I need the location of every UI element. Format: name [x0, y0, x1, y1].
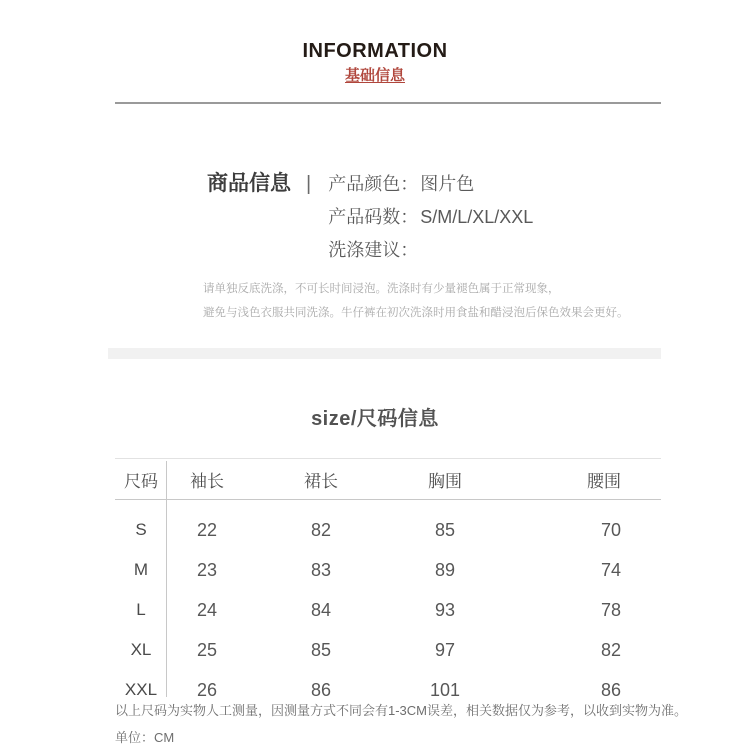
table-row-l [115, 590, 661, 630]
wash-advice-label: 洗涤建议： [328, 240, 419, 260]
product-color-label: 产品颜色： [328, 174, 419, 194]
product-attribute-list [328, 172, 533, 260]
size-table-body [115, 500, 661, 710]
washing-instructions [203, 277, 643, 325]
skirt-value: 85 [310, 639, 332, 660]
column-header-size: 尺码 [124, 471, 158, 491]
column-header-bust: 胸围 [428, 471, 462, 491]
skirt-value: 84 [310, 599, 332, 620]
section-separator-band [108, 348, 661, 359]
washing-instructions-line1: 请单独反底洗涤，不可长时间浸泡。洗涤时有少量褪色属于正常现象， [203, 283, 560, 295]
table-row-m [115, 550, 661, 590]
product-color-value: 图片色 [420, 174, 475, 194]
sleeve-value: 23 [196, 559, 218, 580]
header-divider-line [115, 102, 661, 104]
waist-value: 78 [600, 599, 621, 620]
sleeve-value: 25 [196, 639, 218, 660]
waist-value: 82 [600, 639, 621, 660]
bust-value: 101 [429, 679, 461, 700]
product-info-heading: 商品信息 [207, 172, 291, 195]
wash-advice-row [328, 240, 533, 260]
bust-value: 97 [434, 639, 456, 660]
waist-value: 86 [600, 679, 621, 700]
bust-value: 89 [434, 559, 456, 580]
column-header-skirt-length: 裙长 [304, 471, 338, 491]
bust-value: 93 [434, 599, 456, 620]
table-row-xl [115, 630, 661, 670]
column-header-waist: 腰围 [587, 471, 621, 491]
product-info-section [207, 172, 533, 260]
size-chart-table [115, 458, 661, 710]
skirt-value: 86 [310, 679, 332, 700]
size-table-header-row [115, 459, 661, 500]
sleeve-value: 22 [196, 519, 218, 540]
page-title-chinese: 基础信息 [344, 67, 405, 84]
table-row-s [115, 510, 661, 550]
size-label: XL [130, 640, 152, 659]
washing-instructions-line2: 避免与浅色衣服共同洗涤。牛仔裤在初次洗涤时用食盐和醋浸泡后保色效果会更好。 [203, 307, 629, 319]
product-color-row [328, 174, 533, 194]
bust-value: 85 [434, 519, 456, 540]
product-sizes-value: S/M/L/XL/XXL [420, 207, 534, 227]
measurement-disclaimer: 以上尺码为实物人工测量，因测量方式不同会有1-3CM误差，相关数据仅为参考，以收到实物为准。 [115, 703, 688, 718]
waist-value: 70 [600, 519, 621, 540]
page-title-english: INFORMATION [302, 40, 448, 62]
pipe-separator: | [306, 173, 312, 195]
sleeve-value: 26 [196, 679, 218, 700]
table-vertical-divider [166, 461, 167, 697]
sleeve-value: 24 [196, 599, 218, 620]
unit-note: 单位：CM [115, 730, 175, 745]
size-label: M [133, 560, 149, 579]
size-label: S [135, 520, 147, 539]
skirt-value: 82 [310, 519, 332, 540]
size-section-title: size/尺码信息 [311, 408, 439, 430]
waist-value: 74 [600, 559, 621, 580]
column-header-sleeve-length: 袖长 [190, 471, 224, 491]
product-sizes-label: 产品码数： [328, 207, 419, 227]
skirt-value: 83 [310, 559, 332, 580]
size-label: L [136, 600, 146, 619]
size-label: XXL [124, 680, 158, 699]
product-sizes-row [328, 207, 533, 227]
